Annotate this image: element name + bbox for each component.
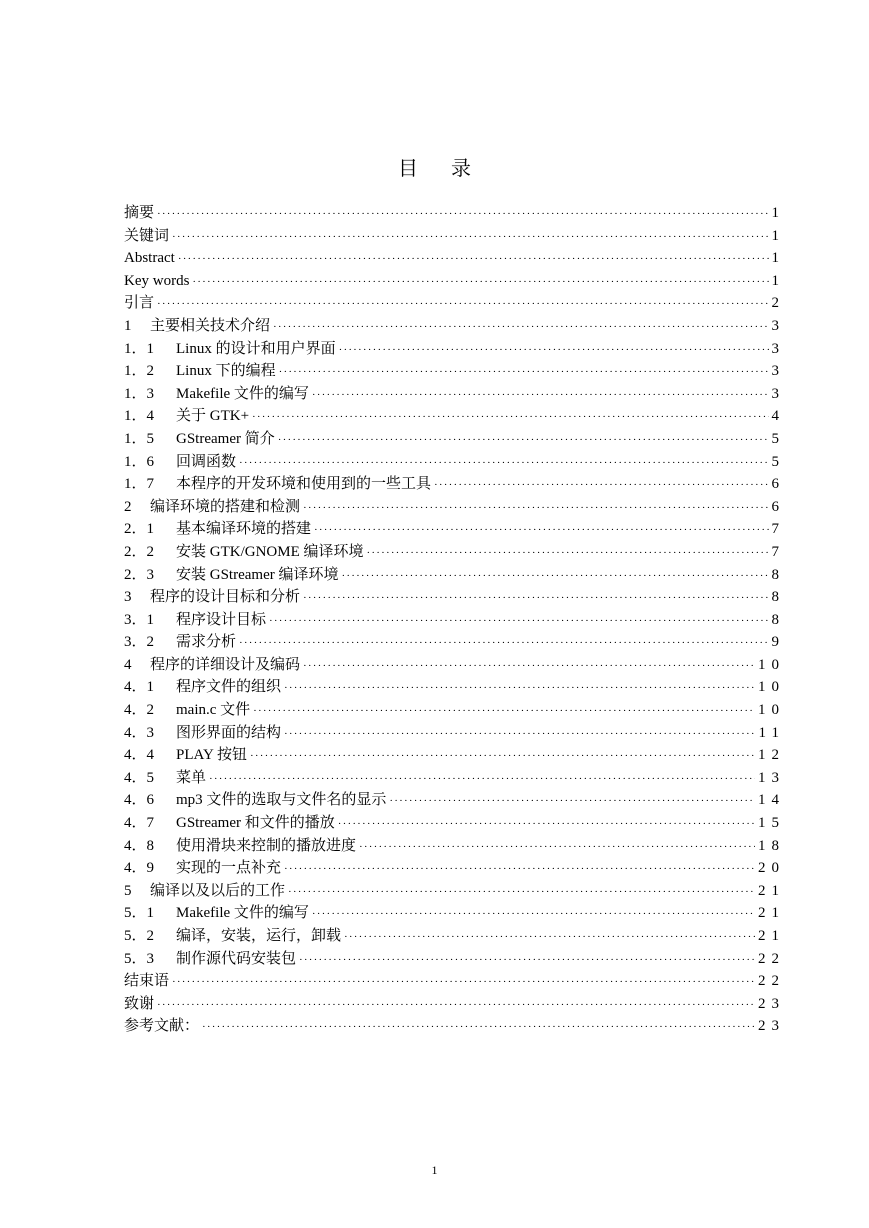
toc-entry-title: 安装 GStreamer 编译环境 xyxy=(176,566,339,583)
toc-entry xyxy=(124,744,785,767)
toc-entry-page: 7 xyxy=(771,521,785,538)
toc-entry-number: 2．2 xyxy=(124,543,155,560)
toc-leader-dots xyxy=(172,226,768,249)
toc-entry-title: 使用滑块来控制的播放进度 xyxy=(176,837,357,854)
toc-entry-number: 4．5 xyxy=(124,769,155,786)
toc-entry-title: 关键词 xyxy=(124,227,170,244)
toc-entry xyxy=(124,812,785,835)
toc-entry xyxy=(124,1015,785,1038)
toc-leader-dots xyxy=(303,497,768,520)
toc-leader-dots xyxy=(239,632,768,655)
toc-entry xyxy=(124,383,785,406)
toc-entry-title: GStreamer 简介 xyxy=(176,430,275,447)
toc-entry-page: 11 xyxy=(758,724,785,741)
toc-entry-title: Abstract xyxy=(124,250,175,267)
toc-entry xyxy=(124,225,785,248)
toc-entry-number: 3．1 xyxy=(124,611,155,628)
toc-entry-page: 4 xyxy=(771,408,785,425)
toc-entry xyxy=(124,857,785,880)
toc-entry-page: 3 xyxy=(771,340,785,357)
toc-leader-dots xyxy=(253,700,755,723)
toc-entry xyxy=(124,360,785,383)
toc-entry-page: 9 xyxy=(771,634,785,651)
toc-entry-number: 1．4 xyxy=(124,408,155,425)
toc-entry-number: 4．6 xyxy=(124,792,155,809)
toc-entry xyxy=(124,789,785,812)
toc-leader-dots xyxy=(284,677,755,700)
toc-entry-title: 致谢 xyxy=(124,995,155,1012)
toc-entry-page: 21 xyxy=(758,905,785,922)
toc-entry-number: 1．1 xyxy=(124,340,155,357)
toc-entry xyxy=(124,699,785,722)
toc-entry-title: Makefile 文件的编写 xyxy=(176,905,309,922)
toc-entry-page: 10 xyxy=(758,679,785,696)
toc-entry-number: 2 xyxy=(124,498,132,515)
toc-leader-dots xyxy=(284,723,756,746)
toc-entry-number: 1 xyxy=(124,317,132,334)
toc-entry-title: 制作源代码安装包 xyxy=(176,950,297,967)
toc-entry xyxy=(124,835,785,858)
toc-entry xyxy=(124,202,785,225)
toc-entry-number: 1．6 xyxy=(124,453,155,470)
toc-leader-dots xyxy=(288,881,755,904)
toc-entry-page: 8 xyxy=(771,589,785,606)
toc-entry-number: 5．1 xyxy=(124,905,155,922)
toc-leader-dots xyxy=(273,316,768,339)
toc-entry-title: 关于 GTK+ xyxy=(176,408,250,425)
toc-entry xyxy=(124,722,785,745)
toc-entry xyxy=(124,902,785,925)
toc-entry-page: 23 xyxy=(758,1018,785,1035)
toc-entry xyxy=(124,586,785,609)
toc-entry-title: Key words xyxy=(124,272,190,289)
toc-leader-dots xyxy=(157,293,768,316)
toc-entry xyxy=(124,993,785,1016)
toc-leader-dots xyxy=(202,1016,755,1039)
toc-entry xyxy=(124,609,785,632)
toc-entry-title: 基本编译环境的搭建 xyxy=(176,521,312,538)
toc-entry-title: 编译以及以后的工作 xyxy=(150,882,286,899)
toc-entry-title: 回调函数 xyxy=(176,453,237,470)
toc-leader-dots xyxy=(359,836,755,859)
toc-list xyxy=(124,202,785,1038)
toc-entry-title: 程序的设计目标和分析 xyxy=(150,589,301,606)
toc-entry xyxy=(124,541,785,564)
toc-entry-page: 3 xyxy=(771,363,785,380)
toc-entry xyxy=(124,405,785,428)
toc-entry-number: 5．2 xyxy=(124,928,155,944)
toc-entry-number: 2．1 xyxy=(124,521,155,538)
toc-leader-dots xyxy=(303,587,768,610)
toc-entry-number: 3 xyxy=(124,589,132,606)
toc-entry-number: 4．9 xyxy=(124,860,155,877)
toc-entry-number: 4．1 xyxy=(124,679,155,696)
toc-entry-title: 参考文献： xyxy=(124,1018,200,1035)
toc-entry-page: 13 xyxy=(758,769,785,786)
toc-entry xyxy=(124,496,785,519)
toc-entry-title: 编译，安装，运行，卸载 xyxy=(176,928,342,944)
toc-leader-dots xyxy=(269,610,768,633)
toc-leader-dots xyxy=(367,542,769,565)
toc-entry-page: 5 xyxy=(771,453,785,470)
toc-entry-page: 21 xyxy=(758,882,785,899)
toc-leader-dots xyxy=(299,949,755,972)
toc-entry-title: main.c 文件 xyxy=(176,702,251,719)
toc-entry xyxy=(124,428,785,451)
toc-entry xyxy=(124,676,785,699)
toc-entry xyxy=(124,925,785,948)
toc-entry-page: 6 xyxy=(771,498,785,515)
toc-entry-page: 22 xyxy=(758,950,785,967)
toc-entry-title: 本程序的开发环境和使用到的一些工具 xyxy=(176,476,432,493)
toc-leader-dots xyxy=(344,926,755,949)
toc-entry-title: PLAY 按钮 xyxy=(176,747,247,764)
toc-leader-dots xyxy=(303,655,755,678)
toc-entry-page: 1 xyxy=(771,205,785,221)
toc-entry-title: Makefile 文件的编写 xyxy=(176,385,309,402)
toc-entry-page: 15 xyxy=(758,815,785,832)
toc-entry-title: Linux 的设计和用户界面 xyxy=(176,340,336,357)
toc-leader-dots xyxy=(279,361,769,384)
toc-entry-number: 2．3 xyxy=(124,566,155,583)
toc-entry-title: 图形界面的结构 xyxy=(176,724,282,741)
toc-entry-title: 菜单 xyxy=(176,769,207,786)
toc-entry-number: 4 xyxy=(124,656,132,673)
toc-entry-page: 14 xyxy=(758,792,785,809)
toc-entry-page: 8 xyxy=(771,566,785,583)
toc-entry-number: 5．3 xyxy=(124,950,155,967)
toc-entry-number: 4．7 xyxy=(124,815,155,832)
toc-leader-dots xyxy=(209,768,755,791)
toc-entry-page: 22 xyxy=(758,973,785,990)
toc-entry-page: 7 xyxy=(771,543,785,560)
toc-leader-dots xyxy=(178,248,769,271)
toc-leader-dots xyxy=(338,813,755,836)
toc-entry-page: 1 xyxy=(771,250,785,267)
toc-entry-title: Linux 下的编程 xyxy=(176,363,276,380)
toc-leader-dots xyxy=(239,452,768,475)
toc-entry-title: 结束语 xyxy=(124,973,170,990)
toc-entry-title: 引言 xyxy=(124,295,155,312)
toc-entry-number: 1．5 xyxy=(124,430,155,447)
toc-entry-number: 4．2 xyxy=(124,702,155,719)
toc-leader-dots xyxy=(157,994,755,1017)
toc-entry-page: 3 xyxy=(771,385,785,402)
toc-entry xyxy=(124,338,785,361)
toc-entry-number: 1．7 xyxy=(124,476,155,493)
toc-entry xyxy=(124,270,785,293)
toc-entry-title: 需求分析 xyxy=(176,634,237,651)
toc-leader-dots xyxy=(172,971,755,994)
toc-entry xyxy=(124,451,785,474)
toc-entry-page: 12 xyxy=(758,747,785,764)
toc-leader-dots xyxy=(278,429,769,452)
toc-leader-dots xyxy=(389,790,755,813)
toc-leader-dots xyxy=(314,519,768,542)
toc-entry-page: 5 xyxy=(771,430,785,447)
toc-entry-title: 摘要 xyxy=(124,205,155,221)
toc-entry-page: 23 xyxy=(758,995,785,1012)
toc-entry-page: 1 xyxy=(771,272,785,289)
toc-leader-dots xyxy=(312,903,755,926)
toc-entry-page: 10 xyxy=(758,702,785,719)
toc-entry xyxy=(124,654,785,677)
toc-entry-page: 18 xyxy=(758,837,785,854)
toc-entry-title: 安装 GTK/GNOME 编译环境 xyxy=(176,543,364,560)
toc-leader-dots xyxy=(252,406,768,429)
toc-leader-dots xyxy=(284,858,755,881)
toc-leader-dots xyxy=(312,384,769,407)
toc-entry-number: 4．4 xyxy=(124,747,155,764)
toc-entry-number: 4．8 xyxy=(124,837,155,854)
toc-leader-dots xyxy=(250,745,755,768)
toc-entry xyxy=(124,292,785,315)
toc-entry-page: 1 xyxy=(771,227,785,244)
toc-entry xyxy=(124,948,785,971)
toc-entry-page: 2 xyxy=(771,295,785,312)
toc-entry xyxy=(124,767,785,790)
toc-leader-dots xyxy=(339,339,769,362)
toc-leader-dots xyxy=(341,565,768,588)
toc-entry xyxy=(124,315,785,338)
toc-leader-dots xyxy=(157,203,768,226)
toc-entry-title: 实现的一点补充 xyxy=(176,860,282,877)
toc-leader-dots xyxy=(434,474,768,497)
toc-entry xyxy=(124,631,785,654)
toc-entry-title: 主要相关技术介绍 xyxy=(150,317,271,334)
toc-title: 目 录 xyxy=(398,158,485,180)
toc-leader-dots xyxy=(192,271,768,294)
toc-entry-title: GStreamer 和文件的播放 xyxy=(176,815,335,832)
toc-entry-number: 4．3 xyxy=(124,724,155,741)
toc-entry xyxy=(124,518,785,541)
toc-entry-title: 程序的详细设计及编码 xyxy=(150,656,301,673)
toc-entry xyxy=(124,473,785,496)
page-number: 1 xyxy=(431,1163,438,1177)
toc-entry xyxy=(124,880,785,903)
toc-entry-number: 3．2 xyxy=(124,634,155,651)
toc-entry-title: 程序文件的组织 xyxy=(176,679,282,696)
toc-entry-title: 编译环境的搭建和检测 xyxy=(150,498,301,515)
toc-entry-page: 6 xyxy=(771,476,785,493)
toc-entry xyxy=(124,247,785,270)
toc-entry-title: 程序设计目标 xyxy=(176,611,267,628)
toc-entry-page: 3 xyxy=(771,317,785,334)
toc-entry xyxy=(124,564,785,587)
toc-entry-number: 1．2 xyxy=(124,363,155,380)
toc-entry xyxy=(124,970,785,993)
toc-entry-page: 10 xyxy=(758,656,785,673)
toc-entry-title: mp3 文件的选取与文件名的显示 xyxy=(176,792,387,809)
toc-entry-page: 8 xyxy=(771,611,785,628)
toc-entry-number: 1．3 xyxy=(124,385,155,402)
toc-entry-number: 5 xyxy=(124,882,132,899)
toc-entry-page: 21 xyxy=(758,928,785,944)
toc-entry-page: 20 xyxy=(758,860,785,877)
